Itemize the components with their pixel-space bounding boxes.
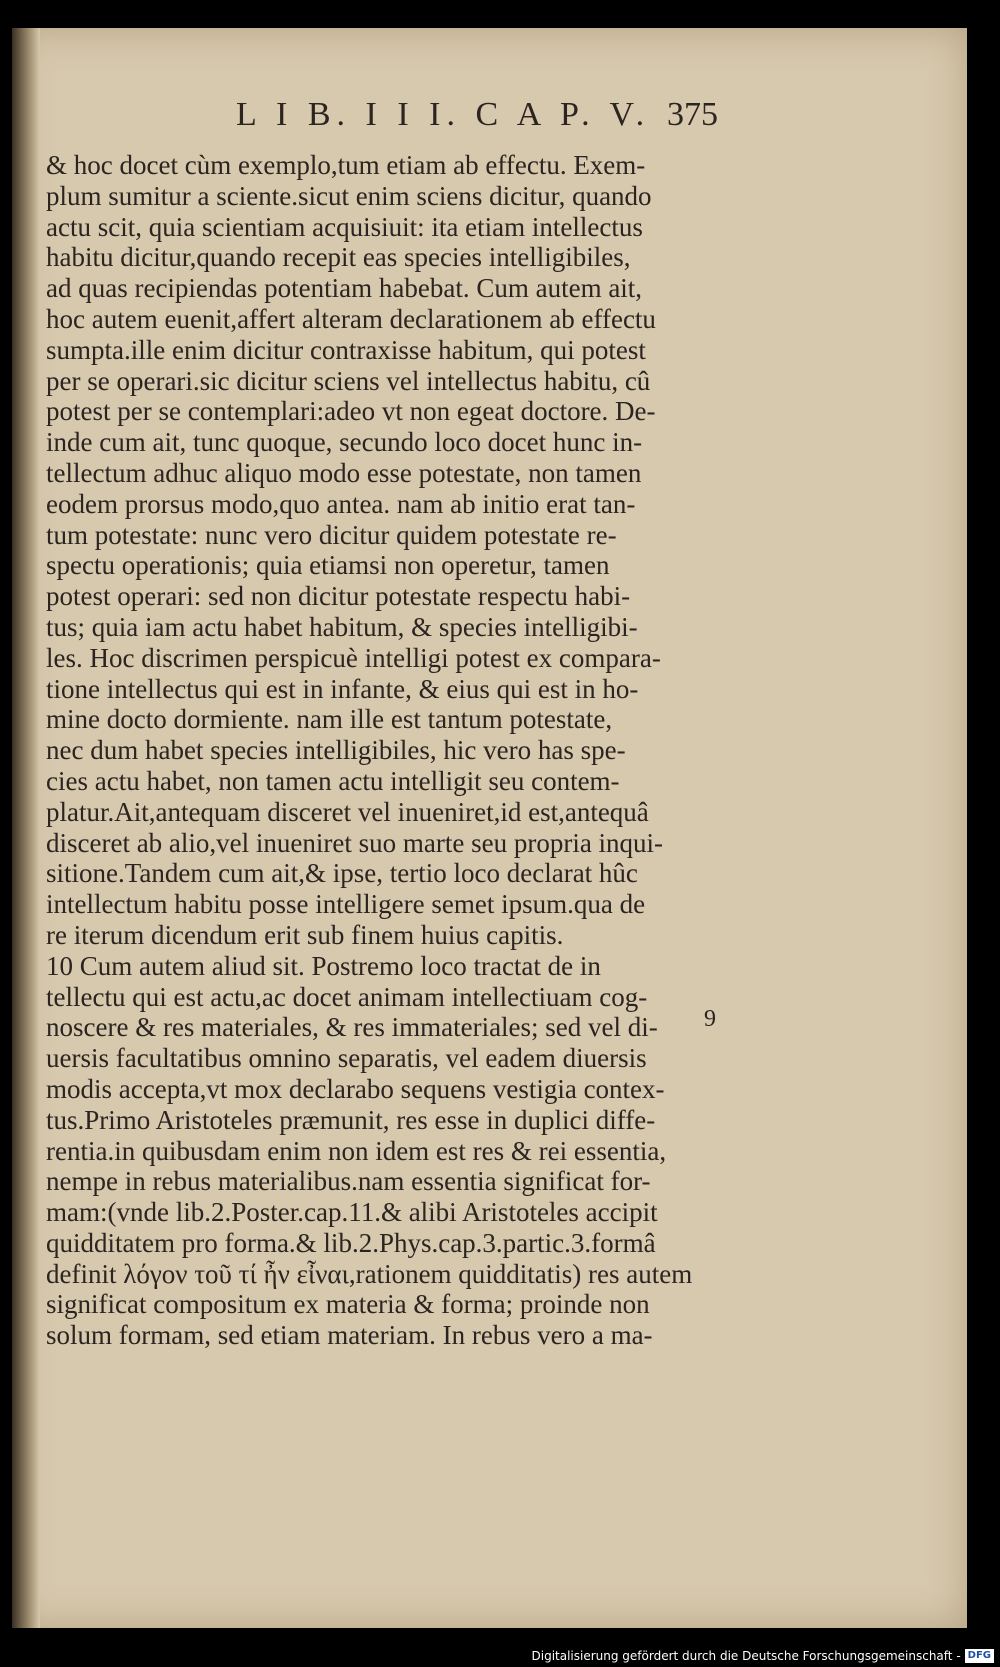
text-line: tus.Primo Aristoteles præmunit, res esse in duplici diffe- [46, 1104, 656, 1135]
text-line: habitu dicitur,quando recepit eas species intelligibiles, [46, 242, 631, 273]
text-line: quidditatem pro forma.& lib.2.Phys.cap.3.partic.3.formâ [46, 1227, 656, 1258]
text-line: sitione.Tandem cum ait,& ipse, tertio loco declarat hûc [46, 858, 638, 889]
text-line: cies actu habet, non tamen actu intelligit seu contem- [46, 765, 620, 796]
text-line: modis accepta,vt mox declarabo sequens vestigia contex- [46, 1073, 665, 1104]
text-line: mine docto dormiente. nam ille est tantum potestate, [46, 704, 613, 735]
page-gutter [12, 28, 40, 1628]
credit-text: Digitalisierung gefördert durch die Deutsche Forschungsgemeinschaft - [531, 1649, 961, 1663]
text-line: tellectum adhuc aliquo modo esse potestate, non tamen [46, 457, 642, 488]
text-line: definit λόγον τοῦ τί ἦν εἶναι,rationem quidditatis) res autem [46, 1258, 693, 1289]
text-line: spectu operationis; quia etiamsi non operetur, tamen [46, 550, 610, 581]
text-line: tus; quia iam actu habet habitum, & species intelligibi- [46, 611, 638, 642]
text-line: ad quas recipiendas potentiam habebat. Cum autem ait, [46, 273, 643, 304]
digitization-credit [532, 1649, 995, 1663]
running-head-title: L I B. I I I. C A P. V. [236, 96, 651, 133]
text-line: 10 Cum autem aliud sit. Postremo loco tractat de in [46, 950, 601, 981]
text-line: tellectu qui est actu,ac docet animam intellectiuam cog- [46, 981, 648, 1012]
text-line: uersis facultatibus omnino separatis, vel eadem diuersis [46, 1043, 647, 1074]
text-line: significat compositum ex materia & forma; proinde non [46, 1289, 650, 1320]
text-line: platur.Ait,antequam disceret vel inueniret,id est,antequâ [46, 796, 649, 827]
text-line: potest operari: sed non dicitur potestate respectu habi- [46, 581, 631, 612]
page-number: 375 [667, 96, 718, 133]
text-line: intellectum habitu posse intelligere semet ipsum.qua de [46, 889, 646, 920]
text-line: tum potestate: nunc vero dicitur quidem potestate re- [46, 519, 617, 550]
text-line: inde cum ait, tunc quoque, secundo loco docet hunc in- [46, 427, 643, 458]
book-page [12, 28, 967, 1628]
text-line: noscere & res materiales, & res immateriales; sed vel di- [46, 1012, 658, 1043]
text-line: nempe in rebus materialibus.nam essentia significat for- [46, 1166, 651, 1197]
text-line: re iterum dicendum erit sub finem huius capitis. [46, 919, 564, 950]
text-line: sumpta.ille enim dicitur contraxisse habitum, qui potest [46, 334, 646, 365]
text-line: les. Hoc discrimen perspicuè intelligi potest ex compara- [46, 642, 661, 673]
text-line: rentia.in quibusdam enim non idem est res & rei essentia, [46, 1135, 667, 1166]
dfg-logo: DFG [965, 1649, 994, 1663]
text-line: mam:(vnde lib.2.Poster.cap.11.& alibi Aristoteles accipit [46, 1197, 658, 1228]
text-line: hoc autem euenit,affert alteram declarationem ab effectu [46, 303, 656, 334]
margin-note: 9 [704, 1006, 716, 1032]
text-line: solum formam, sed etiam materiam. In rebus vero a ma- [46, 1320, 653, 1351]
text-line: tione intellectus qui est in infante, & eius qui est in ho- [46, 673, 639, 704]
running-head [212, 96, 932, 136]
text-line: disceret ab alio,vel inueniret suo marte seu propria inqui- [46, 827, 664, 858]
text-line: plum sumitur a sciente.sicut enim sciens dicitur, quando [46, 180, 652, 211]
body-text [46, 150, 736, 1351]
text-line: per se operari.sic dicitur sciens vel intellectus habitu, cû [46, 365, 651, 396]
text-line: nec dum habet species intelligibiles, hic vero has spe- [46, 735, 626, 766]
text-line: eodem prorsus modo,quo antea. nam ab initio erat tan- [46, 488, 636, 519]
text-line: actu scit, quia scientiam acquisiuit: ita etiam intellectus [46, 211, 643, 242]
text-line: potest per se contemplari:adeo vt non egeat doctore. De- [46, 396, 656, 427]
text-line: & hoc docet cùm exemplo,tum etiam ab effectu. Exem- [46, 150, 646, 180]
